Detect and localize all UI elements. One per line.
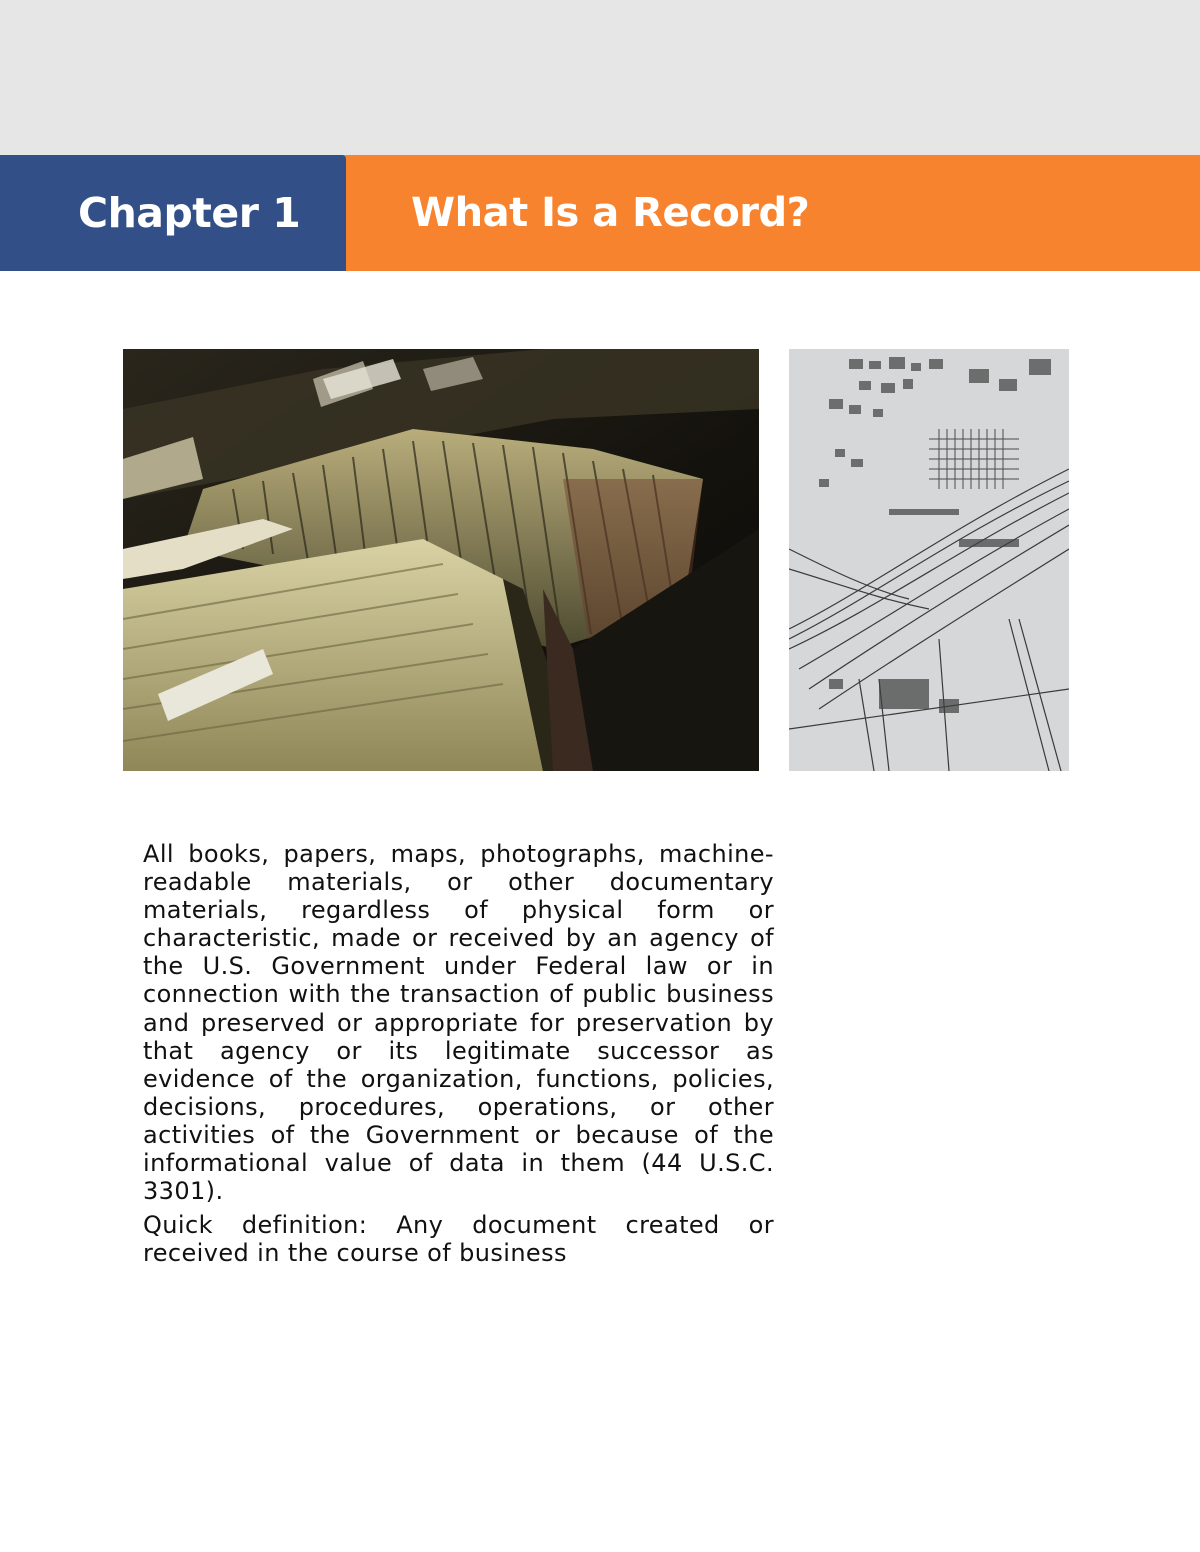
chapter-number-tab	[0, 155, 346, 271]
definition-paragraph: All books, papers, maps, photographs, machine-readable materials, or other documentary materials, regardless of physical form or characteristic, made or received by an agency of the U.S. Government under Federal law or in connection with the transaction of public business and preserved or appropriate for preservation by that agency or its legitimate successor as evidence of the organization, functions, policies, decisions, procedures, operations, or other activities of the Government or because of the informational value of data in them (44 U.S.C. 3301).	[143, 840, 774, 1206]
record-definition-text	[143, 840, 774, 1273]
map-photo	[789, 349, 1069, 771]
top-band	[0, 0, 1200, 155]
chapter-label: Chapter 1	[78, 189, 301, 237]
chapter-title: What Is a Record?	[411, 190, 810, 236]
quick-definition-paragraph: Quick definition: Any document created or received in the course of business	[143, 1211, 774, 1268]
chapter-header-bar	[0, 155, 1200, 271]
records-photo	[123, 349, 759, 771]
